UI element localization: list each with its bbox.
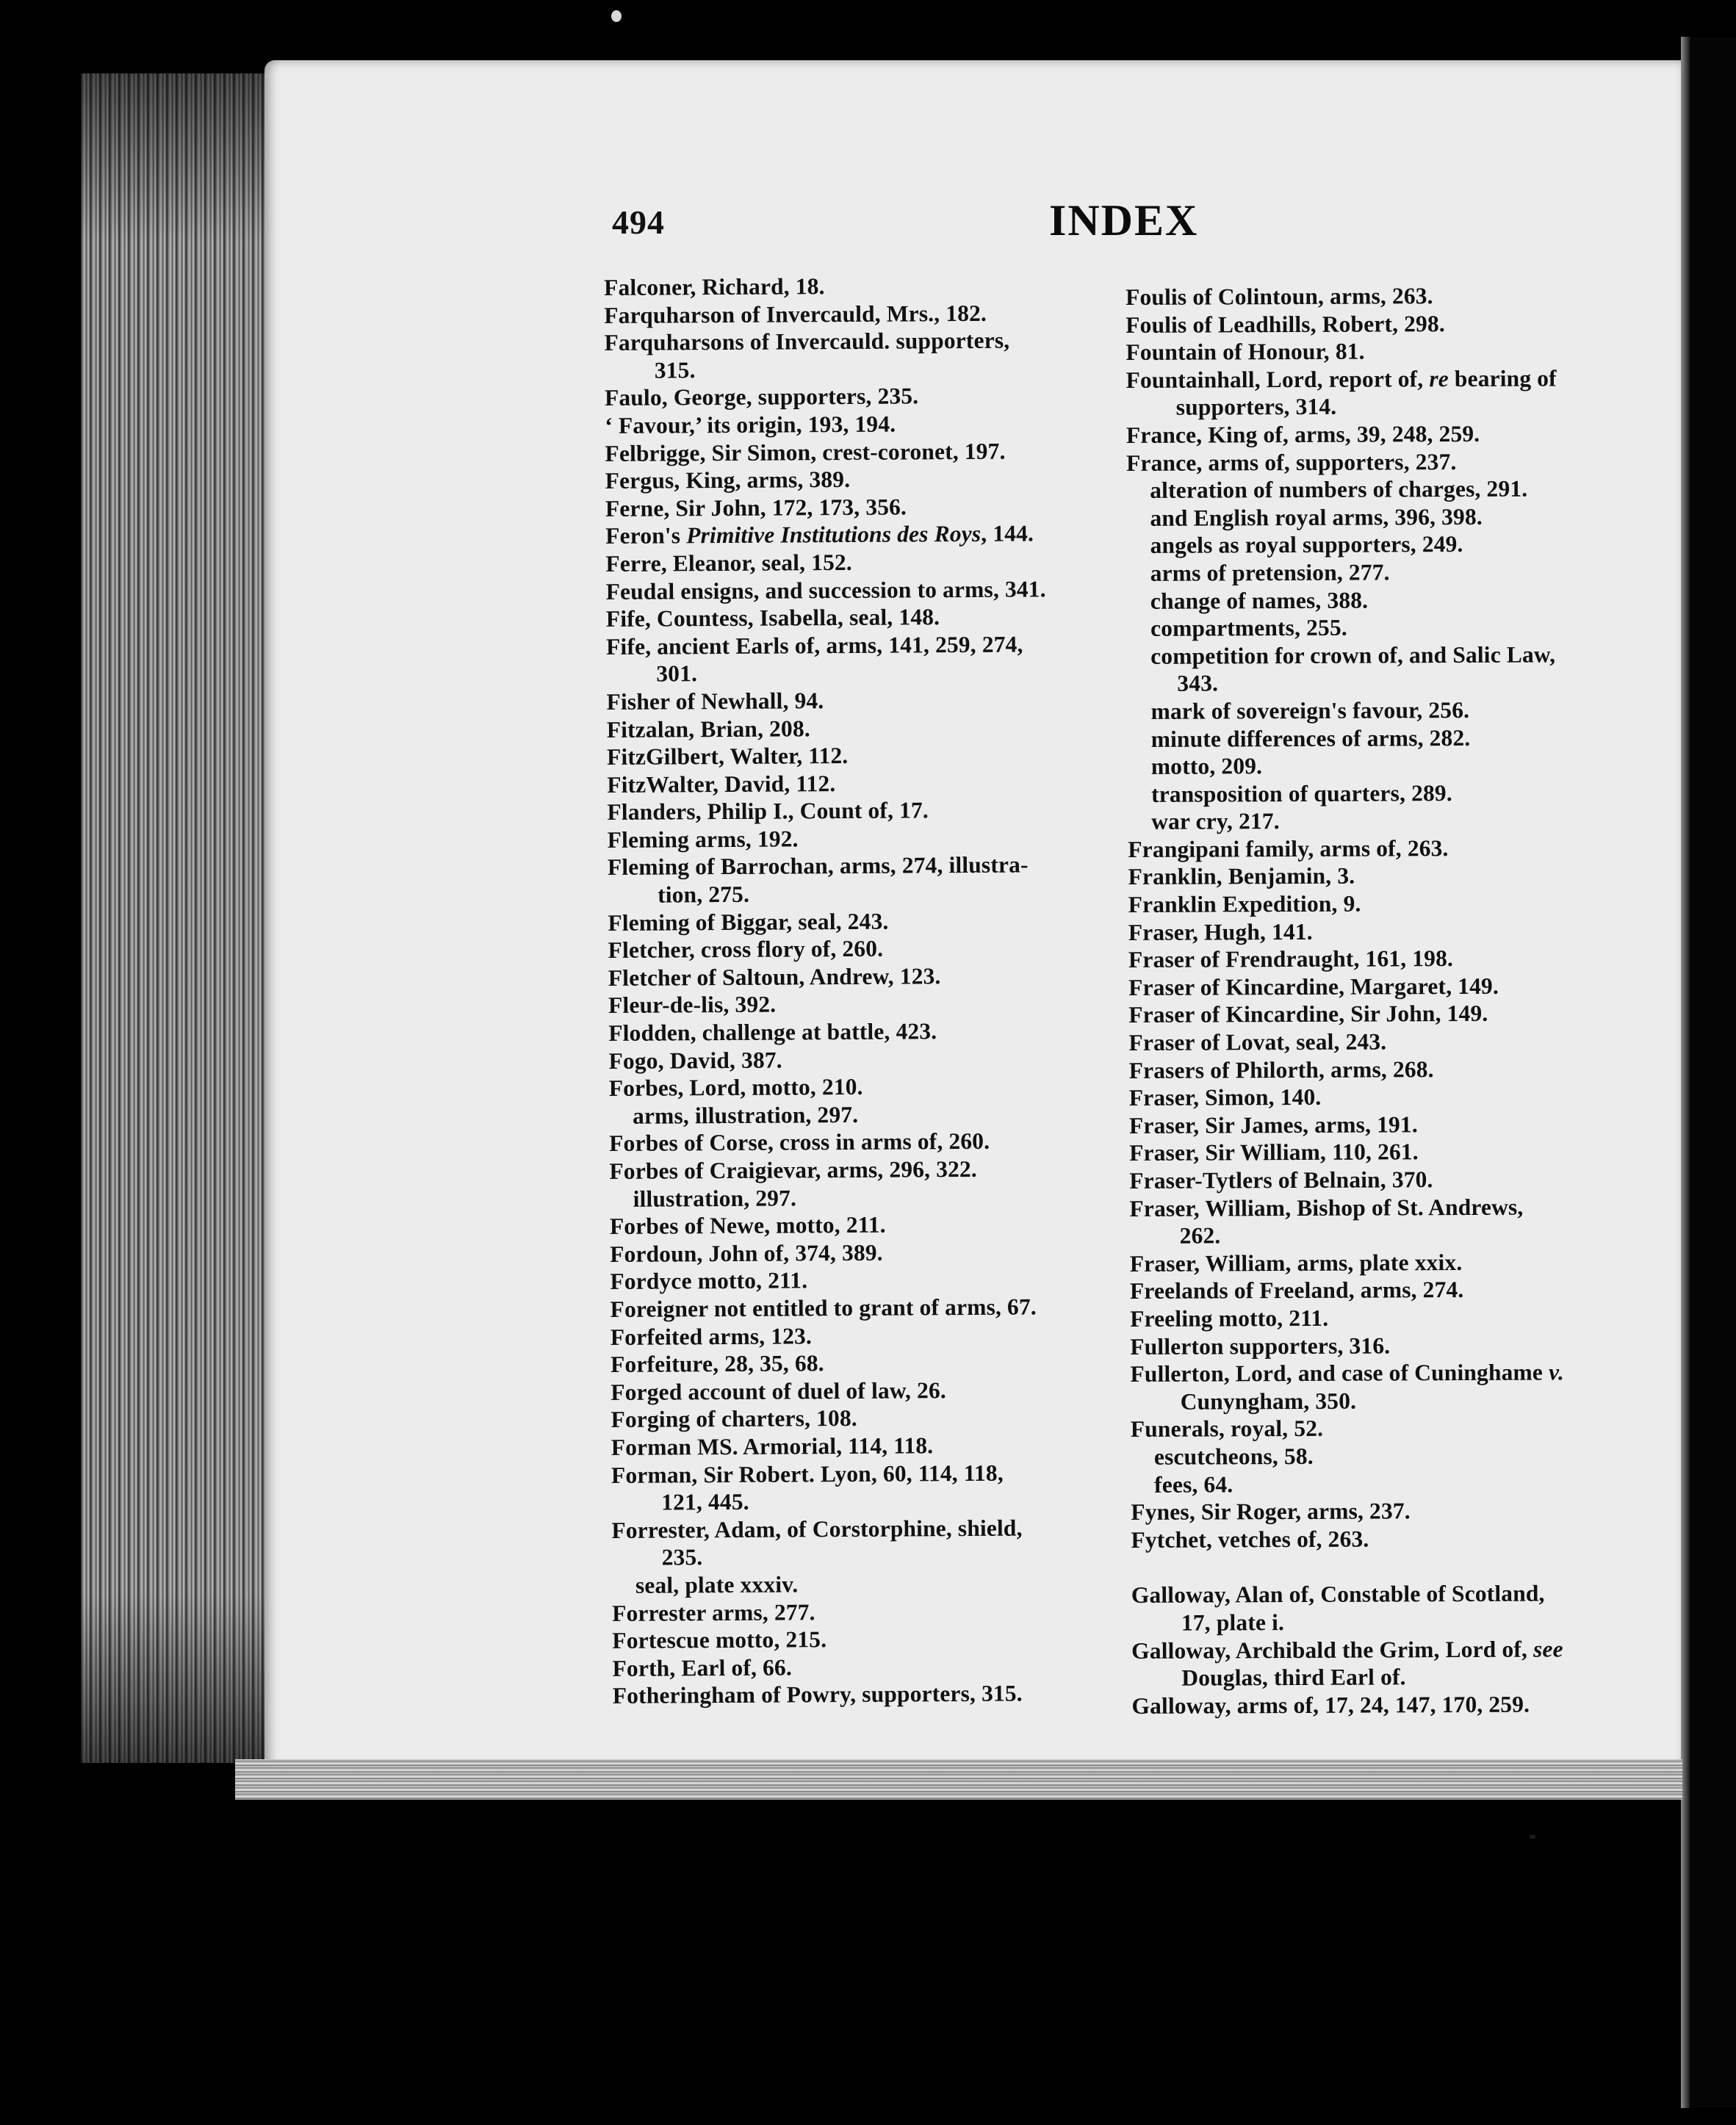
index-entry: Fleur-de-lis, 392. [608,992,777,1019]
index-entry: Funerals, royal, 52. [1130,1415,1324,1443]
index-entry: arms of pretension, 277. [1150,559,1390,586]
index-entry: Galloway, Alan of, Constable of Scotland, [1131,1580,1545,1609]
index-entry: Fountain of Honour, 81. [1125,338,1365,366]
index-entry: Fraser, William, arms, plate xxix. [1129,1249,1463,1277]
index-entry: 121, 445. [661,1488,749,1515]
index-entry: Forbes of Newe, motto, 211. [609,1211,886,1240]
index-entry: Fraser of Kincardine, Sir John, 149. [1128,1000,1488,1028]
index-entry: Forman MS. Armorial, 114, 118. [611,1432,934,1460]
index-column-left [604,271,1127,1710]
index-entry: tion, 275. [658,881,750,908]
index-entry: Faulo, George, supporters, 235. [604,383,919,411]
right-binding-strip [1681,37,1736,2108]
index-entry: Douglas, third Earl of. [1181,1664,1406,1691]
index-entry: angels as royal supporters, 249. [1150,531,1463,559]
index-entry: motto, 209. [1150,753,1263,779]
index-entry: Fraser of Frendraught, 161, 198. [1128,945,1454,973]
index-entry: Farquharson of Invercauld, Mrs., 182. [604,300,987,328]
index-entry: Fordyce motto, 211. [610,1267,808,1295]
index-entry: transposition of quarters, 289. [1150,779,1452,807]
index-entry: Fordoun, John of, 374, 389. [610,1239,883,1267]
index-entry: Forbes of Corse, cross in arms of, 260. [609,1128,990,1157]
index-entry: Forfeited arms, 123. [610,1322,813,1350]
index-entry: competition for crown of, and Salic Law, [1150,641,1556,669]
index-entry: Foreigner not entitled to grant of arms, 67. [610,1294,1037,1322]
index-entry: Fleming arms, 192. [607,826,799,853]
index-entry: Fortescue motto, 215. [612,1626,827,1654]
index-entry: Flanders, Philip I., Count of, 17. [607,797,929,826]
book-bottom-edge [235,1759,1682,1800]
page-title: INDEX [1049,196,1199,245]
index-entry: Cunyngham, 350. [1180,1388,1357,1415]
scan-speck [611,10,622,22]
index-entry: Foulis of Colintoun, arms, 263. [1125,283,1433,310]
index-entry: Forfeiture, 28, 35, 68. [610,1350,824,1378]
index-entry: Fletcher, cross flory of, 260. [608,935,884,964]
index-entry: Forbes of Craigievar, arms, 296, 322. [609,1155,977,1184]
index-entry: Forth, Earl of, 66. [612,1654,793,1681]
index-entry: Fynes, Sir Roger, arms, 237. [1131,1498,1411,1526]
index-entry: Fraser, Sir James, arms, 191. [1128,1111,1418,1139]
index-entry: Ferne, Sir John, 172, 173, 356. [605,494,907,522]
index-entry: Fife, ancient Earls of, arms, 141, 259, 274, [605,631,1023,660]
index-entry: Fraser, Simon, 140. [1128,1084,1322,1111]
index-entry: Flodden, challenge at battle, 423. [608,1018,937,1047]
index-entry: Galloway, arms of, 17, 24, 147, 170, 259. [1131,1691,1530,1719]
index-entry: Freelands of Freeland, arms, 274. [1129,1277,1464,1305]
index-entry: Forrester, Adam, of Corstorphine, shield, [611,1515,1023,1543]
index-entry: Fife, Countess, Isabella, seal, 148. [605,604,940,632]
index-entry: Fraser of Kincardine, Margaret, 149. [1128,973,1499,1000]
index-entry: Fergus, King, arms, 389. [605,466,851,494]
index-entry: Feudal ensigns, and succession to arms, 341. [605,575,1046,605]
index-entry: seal, plate xxxiv. [635,1571,799,1598]
index-entry: Fraser, Sir William, 110, 261. [1129,1139,1419,1166]
index-entry: 343. [1177,670,1219,697]
index-entry: Fleming of Barrochan, arms, 274, illustra- [607,851,1029,881]
index-entry: Fraser-Tytlers of Belnain, 370. [1129,1166,1433,1194]
index-entry: Freeling motto, 211. [1130,1305,1329,1332]
index-entry: Franklin Expedition, 9. [1128,890,1361,918]
index-entry: illustration, 297. [633,1185,797,1212]
scan-speck-bottom [1530,1835,1535,1839]
index-entry: Galloway, Archibald the Grim, Lord of, see [1131,1635,1563,1664]
index-entry: Fogo, David, 387. [608,1047,782,1074]
index-entry: mark of sovereign's favour, 256. [1150,696,1470,724]
index-entry: Farquharsons of Invercauld. supporters, [604,327,1010,356]
index-entry: Forrester arms, 277. [612,1598,815,1626]
index-entry: Forged account of duel of law, 26. [611,1377,946,1405]
index-entry: and English royal arms, 396, 398. [1150,503,1483,531]
index-entry: supporters, 314. [1175,394,1337,421]
index-entry: Fisher of Newhall, 94. [606,688,824,715]
index-entry: Ferre, Eleanor, seal, 152. [605,549,852,577]
index-entry: Felbrigge, Sir Simon, crest-coronet, 197. [605,438,1006,466]
index-entry: Fletcher of Saltoun, Andrew, 123. [608,963,941,991]
index-entry: 235. [661,1544,703,1570]
index-entry: Franklin, Benjamin, 3. [1128,863,1355,890]
index-entry: France, arms of, supporters, 237. [1125,448,1457,476]
index-entry: Fitzalan, Brian, 208. [606,715,810,743]
index-entry: Frasers of Philorth, arms, 268. [1128,1056,1434,1083]
index-entry: minute differences of arms, 282. [1150,724,1471,752]
book-page-edges [81,73,279,1763]
index-entry: Fraser, Hugh, 141. [1128,918,1313,945]
index-entry: war cry, 217. [1151,808,1280,835]
index-entry: France, King of, arms, 39, 248, 259. [1125,420,1480,448]
index-entry: 315. [654,357,696,383]
index-entry: Feron's Primitive Institutions des Roys, 144. [605,520,1034,549]
index-entry: escutcheons, 58. [1153,1443,1314,1470]
index-entry: fees, 64. [1154,1471,1233,1498]
index-entry: 301. [656,660,698,687]
index-entry: Forman, Sir Robert. Lyon, 60, 114, 118, [611,1460,1004,1488]
page-number: 494 [612,203,665,241]
index-entry: 262. [1179,1222,1221,1249]
index-entry: ‘ Favour,’ its origin, 193, 194. [605,411,896,439]
index-entry: Fullerton, Lord, and case of Cuninghame v. [1130,1359,1565,1388]
index-entry: Fleming of Biggar, seal, 243. [608,908,889,936]
index-entry: Frangipani family, arms of, 263. [1128,834,1449,862]
index-entry: Forbes, Lord, motto, 210. [608,1074,863,1102]
index-entry: FitzWalter, David, 112. [607,770,836,798]
index-entry: arms, illustration, 297. [632,1101,859,1129]
index-entry: Foulis of Leadhills, Robert, 298. [1125,310,1445,338]
index-entry: Fraser, William, Bishop of St. Andrews, [1129,1194,1524,1222]
index-entry: Fraser of Lovat, seal, 243. [1128,1028,1387,1056]
index-entry: alteration of numbers of charges, 291. [1150,475,1528,504]
index-entry: Fytchet, vetches of, 263. [1131,1526,1369,1553]
index-entry: Fullerton supporters, 316. [1130,1332,1391,1360]
index-entry: Fountainhall, Lord, report of, re bearing of [1125,365,1557,393]
index-entry: Falconer, Richard, 18. [604,273,825,300]
index-entry: change of names, 388. [1150,587,1369,614]
index-entry: Forging of charters, 108. [611,1405,857,1433]
index-entry: 17, plate i. [1181,1609,1285,1636]
index-entry: FitzGilbert, Walter, 112. [606,743,849,771]
index-entry: Fotheringham of Powry, supporters, 315. [612,1680,1023,1709]
index-entry: compartments, 255. [1150,614,1347,641]
index-column-right [1125,281,1639,1720]
